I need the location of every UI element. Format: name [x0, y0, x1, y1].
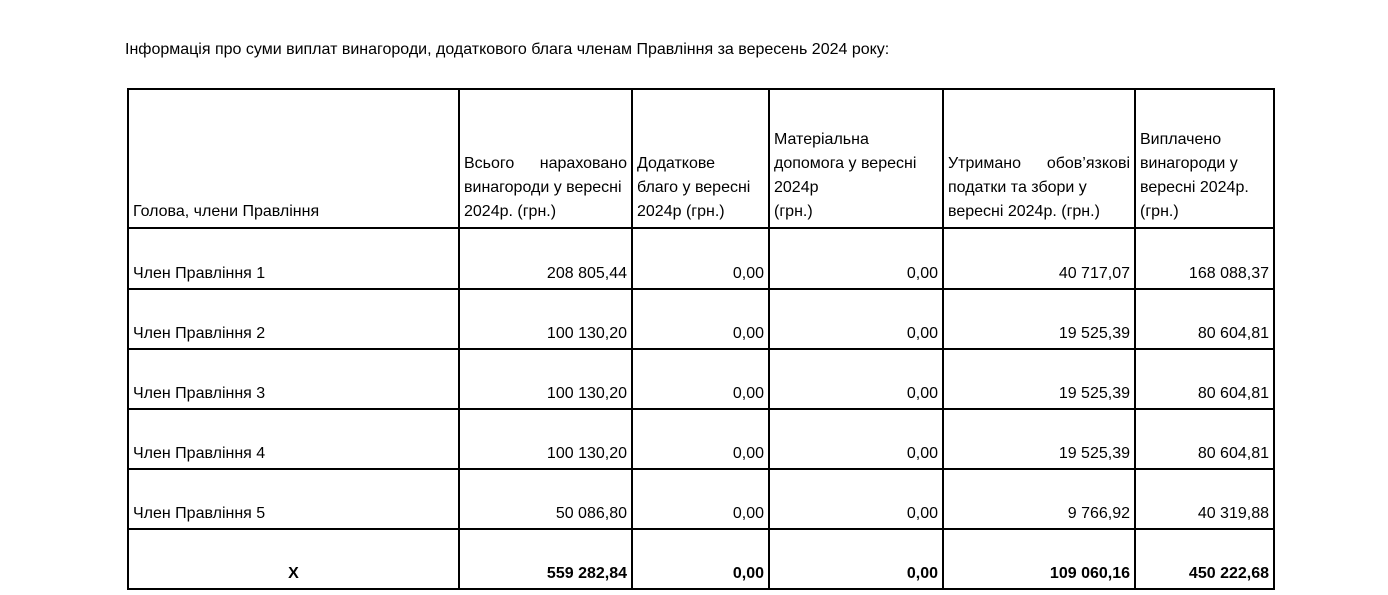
cell-accrued: 100 130,20	[459, 349, 632, 409]
cell-aid: 0,00	[769, 469, 943, 529]
header-accrued: Всього нараховано винагороди у вересні 2024р. (грн.)	[459, 89, 632, 228]
cell-benefit: 0,00	[632, 469, 769, 529]
cell-aid: 0,00	[769, 409, 943, 469]
cell-accrued: 100 130,20	[459, 409, 632, 469]
cell-total-accrued: 559 282,84	[459, 529, 632, 589]
table-row	[128, 469, 1274, 529]
header-withheld: Утримано обов’язкові податки та збори у вересні 2024р. (грн.)	[943, 89, 1135, 228]
table-header-row	[128, 89, 1274, 228]
cell-withheld: 9 766,92	[943, 469, 1135, 529]
header-benefit: Додаткове благо у вересні 2024р (грн.)	[632, 89, 769, 228]
cell-accrued: 208 805,44	[459, 228, 632, 289]
cell-benefit: 0,00	[632, 289, 769, 349]
cell-member: Член Правління 2	[128, 289, 459, 349]
cell-total-withheld: 109 060,16	[943, 529, 1135, 589]
cell-paid: 40 319,88	[1135, 469, 1274, 529]
cell-total-paid: 450 222,68	[1135, 529, 1274, 589]
cell-withheld: 19 525,39	[943, 349, 1135, 409]
cell-accrued: 50 086,80	[459, 469, 632, 529]
cell-accrued: 100 130,20	[459, 289, 632, 349]
header-paid: Виплачено винагороди у вересні 2024р. (грн.)	[1135, 89, 1274, 228]
table-total-row	[128, 529, 1274, 589]
cell-member: Член Правління 4	[128, 409, 459, 469]
cell-member: Член Правління 5	[128, 469, 459, 529]
cell-paid: 80 604,81	[1135, 289, 1274, 349]
cell-aid: 0,00	[769, 349, 943, 409]
payments-table	[127, 88, 1275, 590]
cell-withheld: 19 525,39	[943, 409, 1135, 469]
cell-paid: 80 604,81	[1135, 349, 1274, 409]
cell-benefit: 0,00	[632, 409, 769, 469]
cell-withheld: 40 717,07	[943, 228, 1135, 289]
cell-paid: 168 088,37	[1135, 228, 1274, 289]
table-row	[128, 409, 1274, 469]
cell-total-aid: 0,00	[769, 529, 943, 589]
cell-total-label: Х	[128, 529, 459, 589]
cell-member: Член Правління 3	[128, 349, 459, 409]
header-member: Голова, члени Правління	[128, 89, 459, 228]
cell-benefit: 0,00	[632, 228, 769, 289]
table-row	[128, 289, 1274, 349]
cell-benefit: 0,00	[632, 349, 769, 409]
cell-member: Член Правління 1	[128, 228, 459, 289]
header-aid: Матеріальна допомога у вересні 2024р (грн.)	[769, 89, 943, 228]
table-row	[128, 228, 1274, 289]
page-title: Інформація про суми виплат винагороди, додаткового блага членам Правління за вересень 2024 року:	[125, 41, 890, 58]
cell-aid: 0,00	[769, 228, 943, 289]
table-row	[128, 349, 1274, 409]
cell-aid: 0,00	[769, 289, 943, 349]
cell-paid: 80 604,81	[1135, 409, 1274, 469]
cell-withheld: 19 525,39	[943, 289, 1135, 349]
cell-total-benefit: 0,00	[632, 529, 769, 589]
